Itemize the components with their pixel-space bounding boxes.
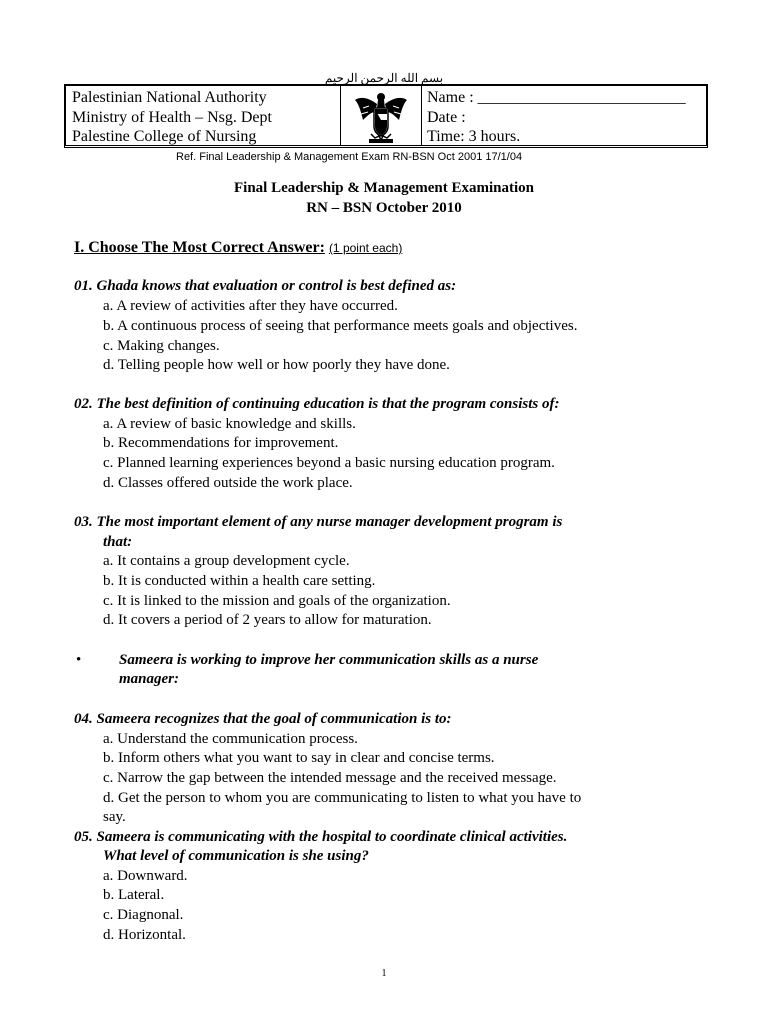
answer-option: d. Get the person to whom you are communicating to listen to what you have to — [103, 790, 582, 806]
section-points: (1 point each) — [328, 241, 403, 255]
answer-option: d. It covers a period of 2 years to allow for maturation. — [103, 612, 432, 628]
answer-option: c. Making changes. — [103, 338, 220, 354]
institution-line: Ministry of Health – Nsg. Dept — [72, 108, 272, 126]
answer-option: a. A review of activities after they have occurred. — [103, 298, 398, 314]
page-number: 1 — [381, 968, 387, 979]
answer-option: b. It is conducted within a health care setting. — [103, 573, 376, 589]
answer-option: b. Recommendations for improvement. — [103, 435, 339, 451]
exam-info-cell — [421, 86, 706, 145]
question-text: 03. The most important element of any nurse manager development program is — [74, 514, 563, 530]
time-field-label: Time: 3 hours. — [427, 128, 521, 145]
exam-title: Final Leadership & Management Examination — [233, 180, 534, 196]
emblem-cell — [341, 86, 422, 145]
answer-option: a. Understand the communication process. — [103, 731, 358, 747]
palestine-eagle-emblem-icon — [341, 86, 421, 146]
answer-option: d. Horizontal. — [103, 927, 186, 943]
answer-option: a. Downward. — [103, 868, 188, 884]
name-field-label: Name : __________________________ — [427, 89, 686, 106]
question-text: 05. Sameera is communicating with the hospital to coordinate clinical activities. — [74, 829, 568, 845]
section-heading — [74, 239, 402, 257]
answer-option: a. It contains a group development cycle. — [103, 553, 350, 569]
answer-option: c. It is linked to the mission and goals of the organization. — [103, 593, 451, 609]
answer-option: c. Planned learning experiences beyond a basic nursing education program. — [103, 455, 555, 471]
question-text-continued: that: — [103, 534, 133, 550]
institution-line: Palestine College of Nursing — [72, 128, 257, 145]
scenario-bullet: • — [76, 652, 82, 668]
institution-line: Palestinian National Authority — [72, 89, 267, 106]
header-table — [64, 84, 708, 148]
date-field-label: Date : — [427, 108, 466, 126]
answer-option: b. A continuous process of seeing that performance meets goals and objectives. — [103, 318, 578, 334]
answer-option: d. Telling people how well or how poorly they have done. — [103, 357, 450, 373]
exam-subtitle: RN – BSN October 2010 — [306, 200, 462, 216]
institution-cell — [66, 86, 341, 145]
answer-option: b. Lateral. — [103, 887, 165, 903]
answer-option: c. Diagnonal. — [103, 907, 184, 923]
question-text: 01. Ghada knows that evaluation or control is best defined as: — [74, 278, 457, 294]
question-text: 04. Sameera recognizes that the goal of communication is to: — [74, 711, 452, 727]
question-text-continued: What level of communication is she using? — [103, 848, 369, 864]
question-text: 02. The best definition of continuing education is that the program consists of: — [74, 396, 560, 412]
scenario-text-continued: manager: — [119, 671, 179, 687]
scenario-text: Sameera is working to improve her communication skills as a nurse — [119, 652, 539, 668]
answer-option: a. A review of basic knowledge and skills. — [103, 416, 356, 432]
bismillah: بسم الله الرحمن الرحيم — [324, 71, 444, 85]
answer-option: c. Narrow the gap between the intended message and the received message. — [103, 770, 557, 786]
section-title: I. Choose The Most Correct Answer: — [74, 239, 325, 256]
answer-option: d. Classes offered outside the work place. — [103, 475, 353, 491]
reference-line: Ref. Final Leadership & Management Exam RN-BSN Oct 2001 17/1/04 — [176, 151, 523, 163]
answer-option-continued: say. — [103, 809, 126, 825]
answer-option: b. Inform others what you want to say in clear and concise terms. — [103, 750, 495, 766]
